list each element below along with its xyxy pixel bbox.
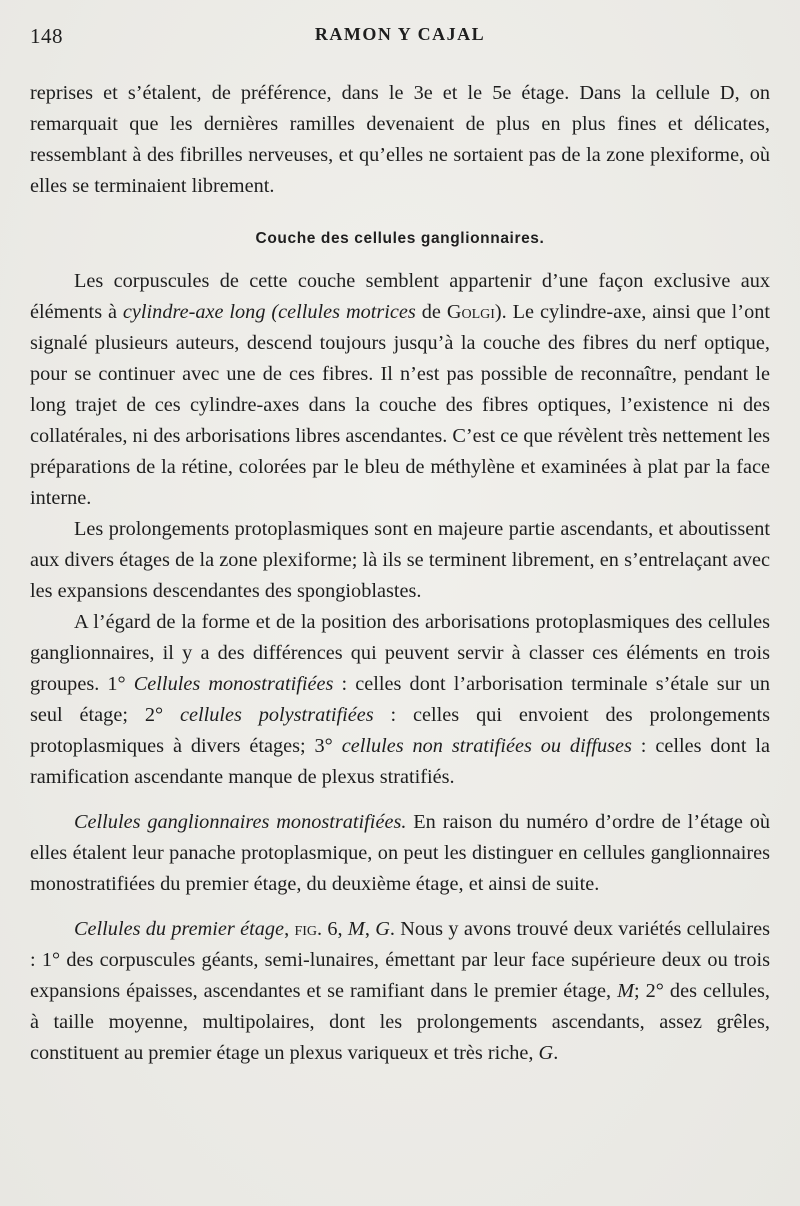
text-run: ). Le cylindre-axe, ainsi que l’ont signalé plusieurs auteurs, descend toujours jusqu’à la couche des fibres du nerf optique, pour se continuer avec une de ces fibres. Il n’est pas possible de reconnaître, pendant le long trajet de ces cylindre-axes dans la couche des fibres optiques, l’existence ni des collatérales, ni des arborisations libres ascendantes. C’est ce que révèlent très nettement les préparations de la rétine, colorées par le bleu de méthylène et examinées à plat par la face interne. (30, 301, 770, 509)
text-run: ; 2° des cellules, à taille moyenne, multipolaires, dont les prolongements ascendants, assez grêles, constituent au premier étage un plexus variqueux et très riche, (30, 980, 770, 1064)
paragraph-continuation: reprises et s’étalent, de préférence, dans le 3e et le 5e étage. Dans la cellule D, on remarquait que les dernières ramilles devenaient de plus en plus fines et délicates, ressemblant à des fibrilles nerveuses, et qu’elles ne sortaient pas de la zone plexiforme, où elles se terminaient librement. (30, 82, 770, 197)
paragraph-monostratified (30, 807, 770, 900)
figure-label: M (347, 918, 365, 940)
italic-run: cellules non stratifiées ou diffuses (341, 735, 632, 757)
italic-run: Cellules du premier étage (74, 918, 285, 940)
paragraph-ganglion-intro (30, 266, 770, 514)
text-run: . Nous y avons trouvé deux variétés cellulaires : 1° des corpuscules géants, semi-lunaires, émettant par leur face supérieure deux ou trois expansions épaisses, ascendantes et se ramifiant dans le premier étage, (30, 918, 771, 1002)
text-run: : celles dont la ramification ascendante manque de plexus stratifiés. (30, 735, 770, 788)
italic-run: Cellules ganglionnaires monostratifiées. (74, 811, 407, 833)
running-head (30, 22, 770, 52)
figure-label: G (538, 1042, 554, 1064)
section-heading: Couche des cellules ganglionnaires. (255, 230, 545, 247)
paragraph-groups (30, 607, 770, 793)
figure-reference: , fig. 6, (284, 918, 348, 940)
author-name: Golgi (446, 301, 495, 323)
text-run: Les corpuscules de cette couche semblent appartenir d’une façon exclusive aux éléments à (30, 270, 770, 323)
italic-run: cylindre-axe long (cellules motrices (122, 301, 416, 323)
text-run: : celles qui envoient des prolongements protoplasmiques à divers étages; 3° (30, 704, 770, 757)
text-run: , (364, 918, 376, 940)
running-title: RAMON Y CAJAL (314, 24, 486, 44)
paragraph-protoplasmic: Les prolongements protoplasmiques sont en majeure partie ascendants, et aboutissent aux divers étages de la zone plexiforme; là ils se terminent librement, en s’entrelaçant avec les expansions descendantes des spongioblastes. (30, 518, 770, 602)
figure-label: G (375, 918, 390, 940)
italic-run: cellules polystratifiées (179, 704, 374, 726)
page-number: 148 (30, 24, 63, 48)
italic-run: Cellules monostratifiées (133, 673, 334, 695)
paragraph-first-stage (30, 914, 770, 1069)
text-run: A l’égard de la forme et de la position des arborisations protoplasmiques des cellules ganglionnaires, il y a des différences qui peuvent servir à classer ces éléments en trois groupes. 1° (30, 611, 770, 695)
figure-label: M (617, 980, 635, 1002)
text-run: En raison du numéro d’ordre de l’étage où elles étalent leur panache protoplasmique, on peut les distinguer en cellules ganglionnaires monostratifiées du premier étage, du deuxième étage, et ainsi de suite. (30, 811, 771, 895)
body-text (30, 78, 770, 1069)
text-run: . (553, 1042, 559, 1064)
text-run: de (415, 301, 447, 323)
text-run: : celles dont l’arborisation terminale s’étale sur un seul étage; 2° (30, 673, 770, 726)
